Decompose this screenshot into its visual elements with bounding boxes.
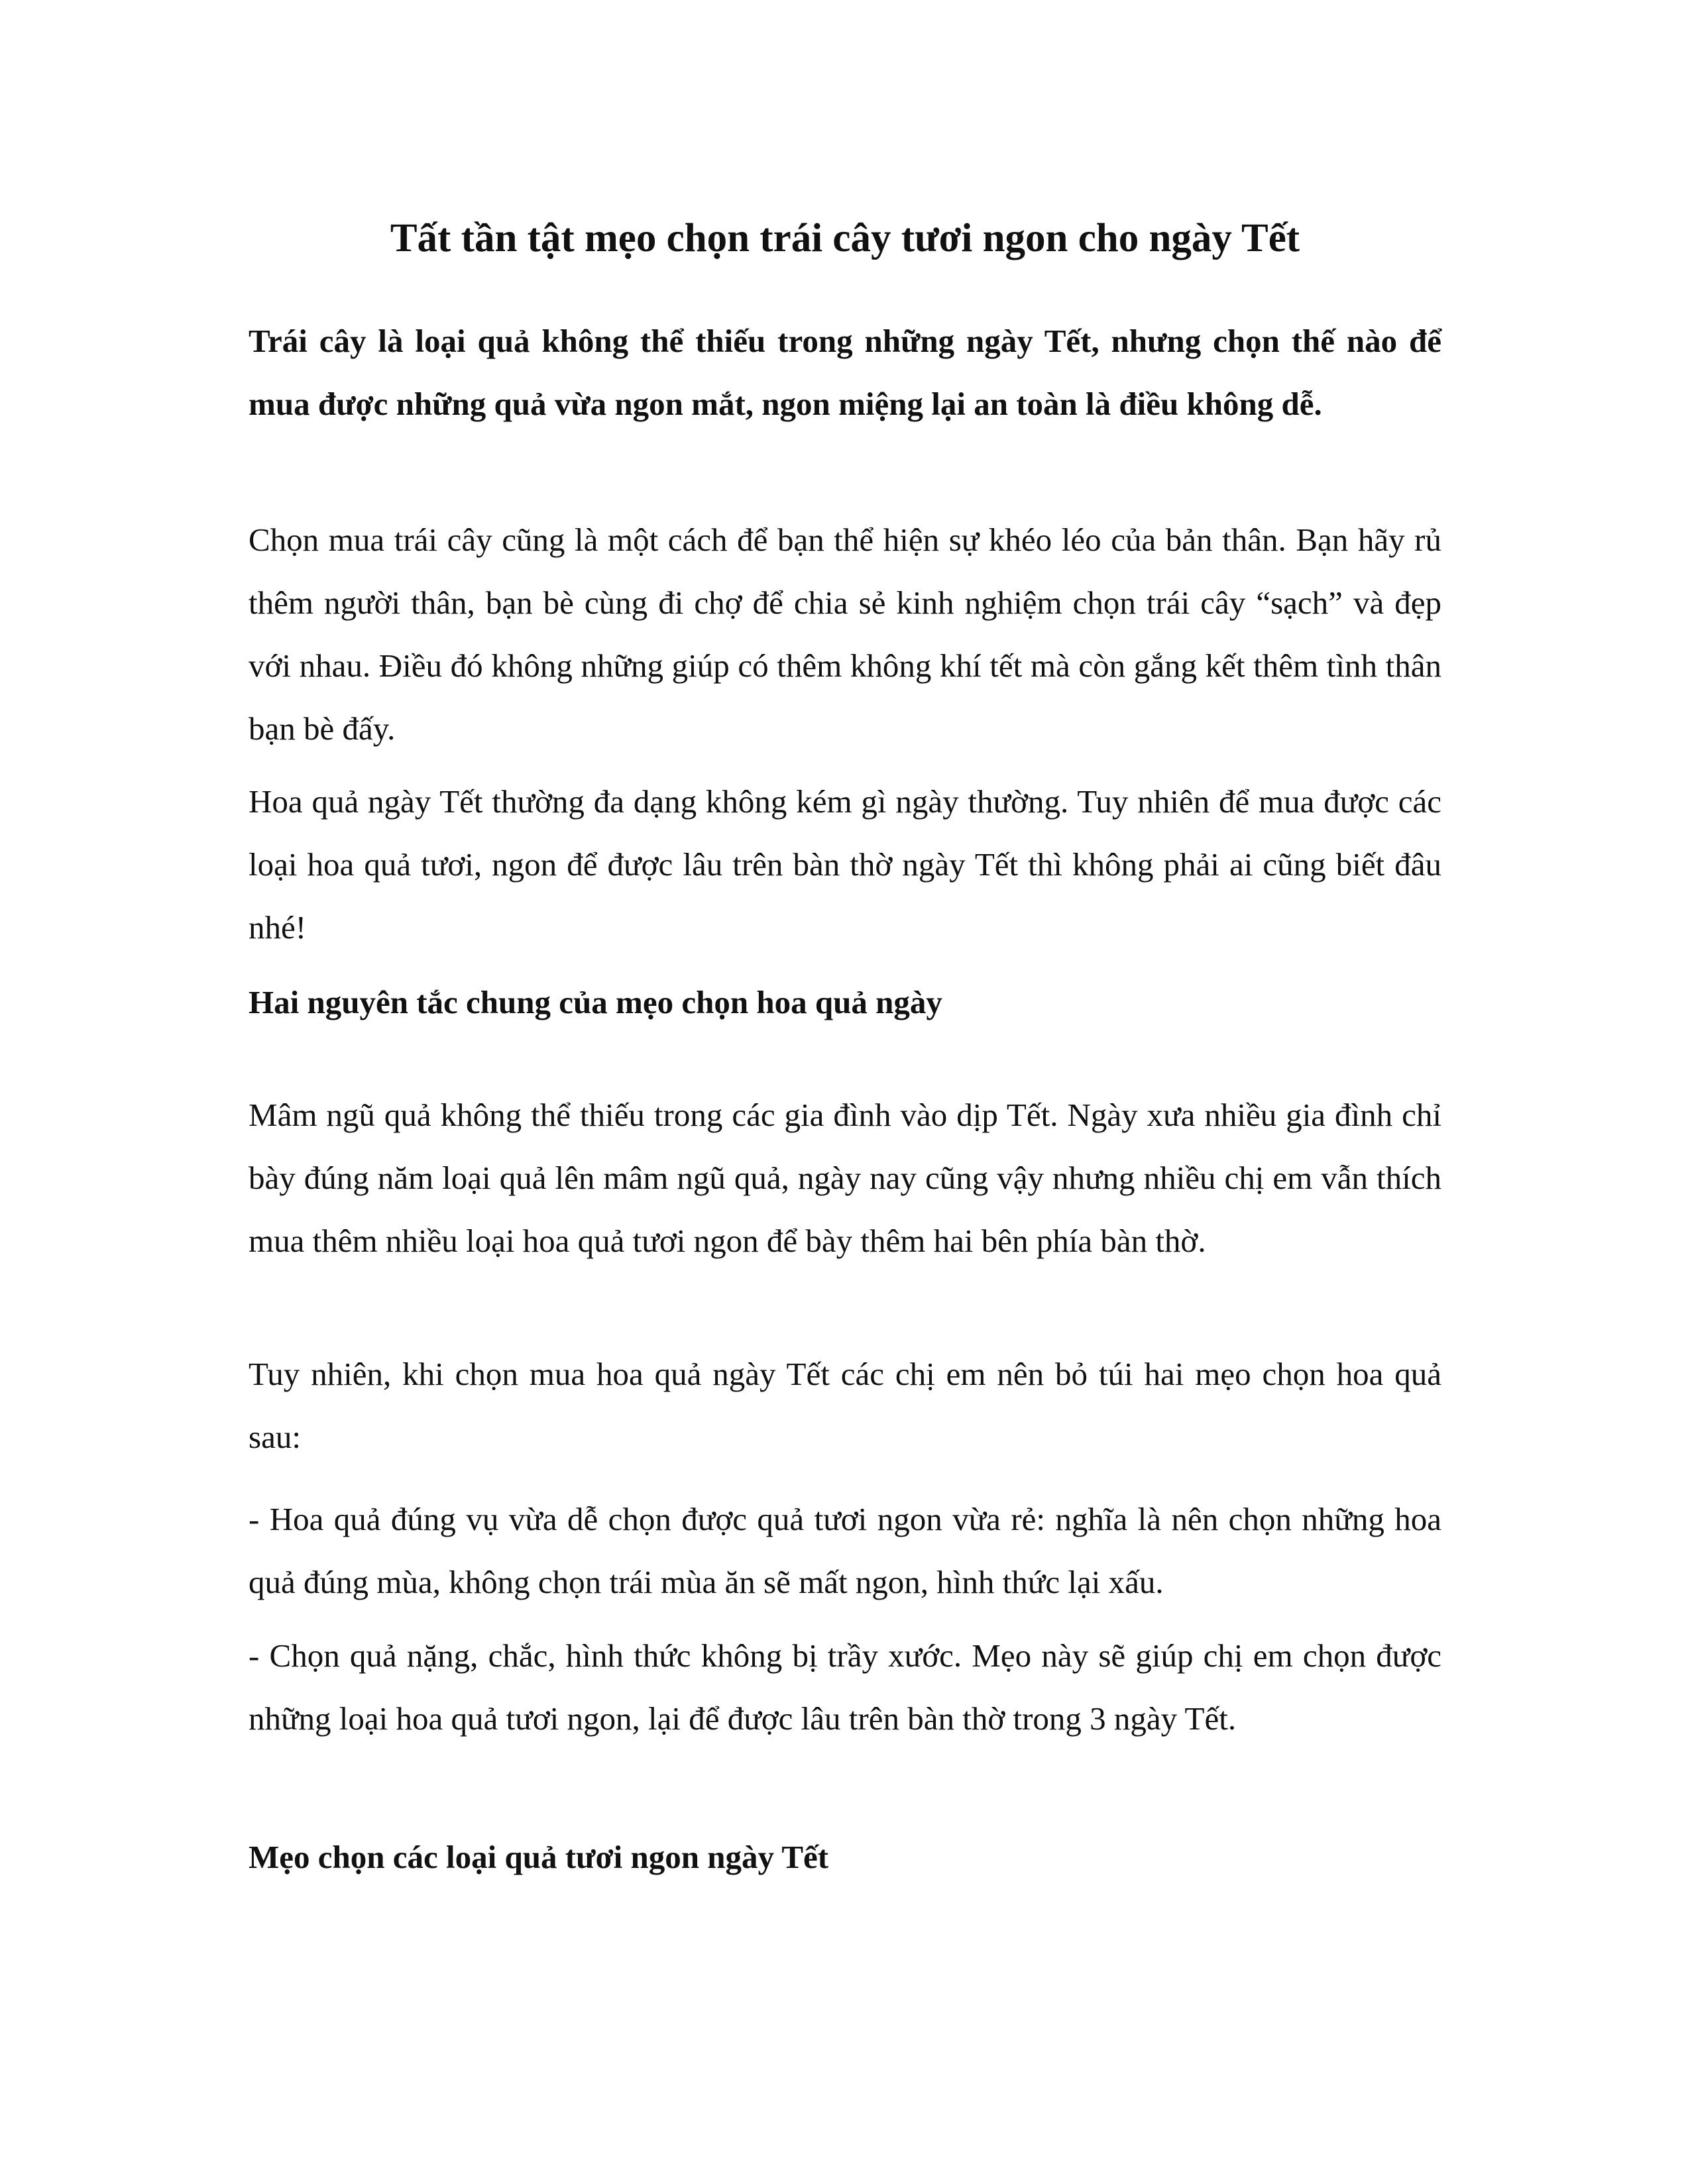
- list-item-in-season: - Hoa quả đúng vụ vừa dễ chọn được quả tươi ngon vừa rẻ: nghĩa là nên chọn những hoa quả đúng mùa, không chọn trái mùa ăn sẽ mất ngon, hình thức lại xấu.: [249, 1501, 1441, 1600]
- paragraph-principles-1: Mâm ngũ quả không thể thiếu trong các gia đình vào dịp Tết. Ngày xưa nhiều gia đình chỉ bày đúng năm loại quả lên mâm ngũ quả, ngày nay cũng vậy nhưng nhiều chị em vẫn thích mua thêm nhiều loại hoa quả tươi ngon để bày thêm hai bên phía bàn thờ.: [249, 1097, 1441, 1259]
- section-heading-principles: Hai nguyên tắc chung của mẹo chọn hoa quả ngày: [249, 984, 942, 1020]
- paragraph-intro-1: Chọn mua trái cây cũng là một cách để bạn thể hiện sự khéo léo của bản thân. Bạn hãy rủ thêm người thân, bạn bè cùng đi chợ để chia sẻ kinh nghiệm chọn trái cây “sạch” và đẹp với nhau. Điều đó không những giúp có thêm không khí tết mà còn gắng kết thêm tình thân bạn bè đấy.: [249, 521, 1441, 747]
- lead-paragraph: Trái cây là loại quả không thể thiếu trong những ngày Tết, nhưng chọn thế nào để mua được những quả vừa ngon mắt, ngon miệng lại an toàn là điều không dễ.: [249, 323, 1441, 422]
- paragraph-principles-2: Tuy nhiên, khi chọn mua hoa quả ngày Tết các chị em nên bỏ túi hai mẹo chọn hoa quả sau:: [249, 1356, 1441, 1455]
- section-heading-tips: Mẹo chọn các loại quả tươi ngon ngày Tết: [249, 1839, 829, 1875]
- document-title: Tất tần tật mẹo chọn trái cây tươi ngon cho ngày Tết: [390, 216, 1300, 260]
- list-item-heavy-firm: - Chọn quả nặng, chắc, hình thức không bị trầy xước. Mẹo này sẽ giúp chị em chọn được những loại hoa quả tươi ngon, lại để được lâu trên bàn thờ trong 3 ngày Tết.: [249, 1637, 1441, 1737]
- paragraph-intro-2: Hoa quả ngày Tết thường đa dạng không kém gì ngày thường. Tuy nhiên để mua được các loại hoa quả tươi, ngon để được lâu trên bàn thờ ngày Tết thì không phải ai cũng biết đâu nhé!: [249, 783, 1441, 946]
